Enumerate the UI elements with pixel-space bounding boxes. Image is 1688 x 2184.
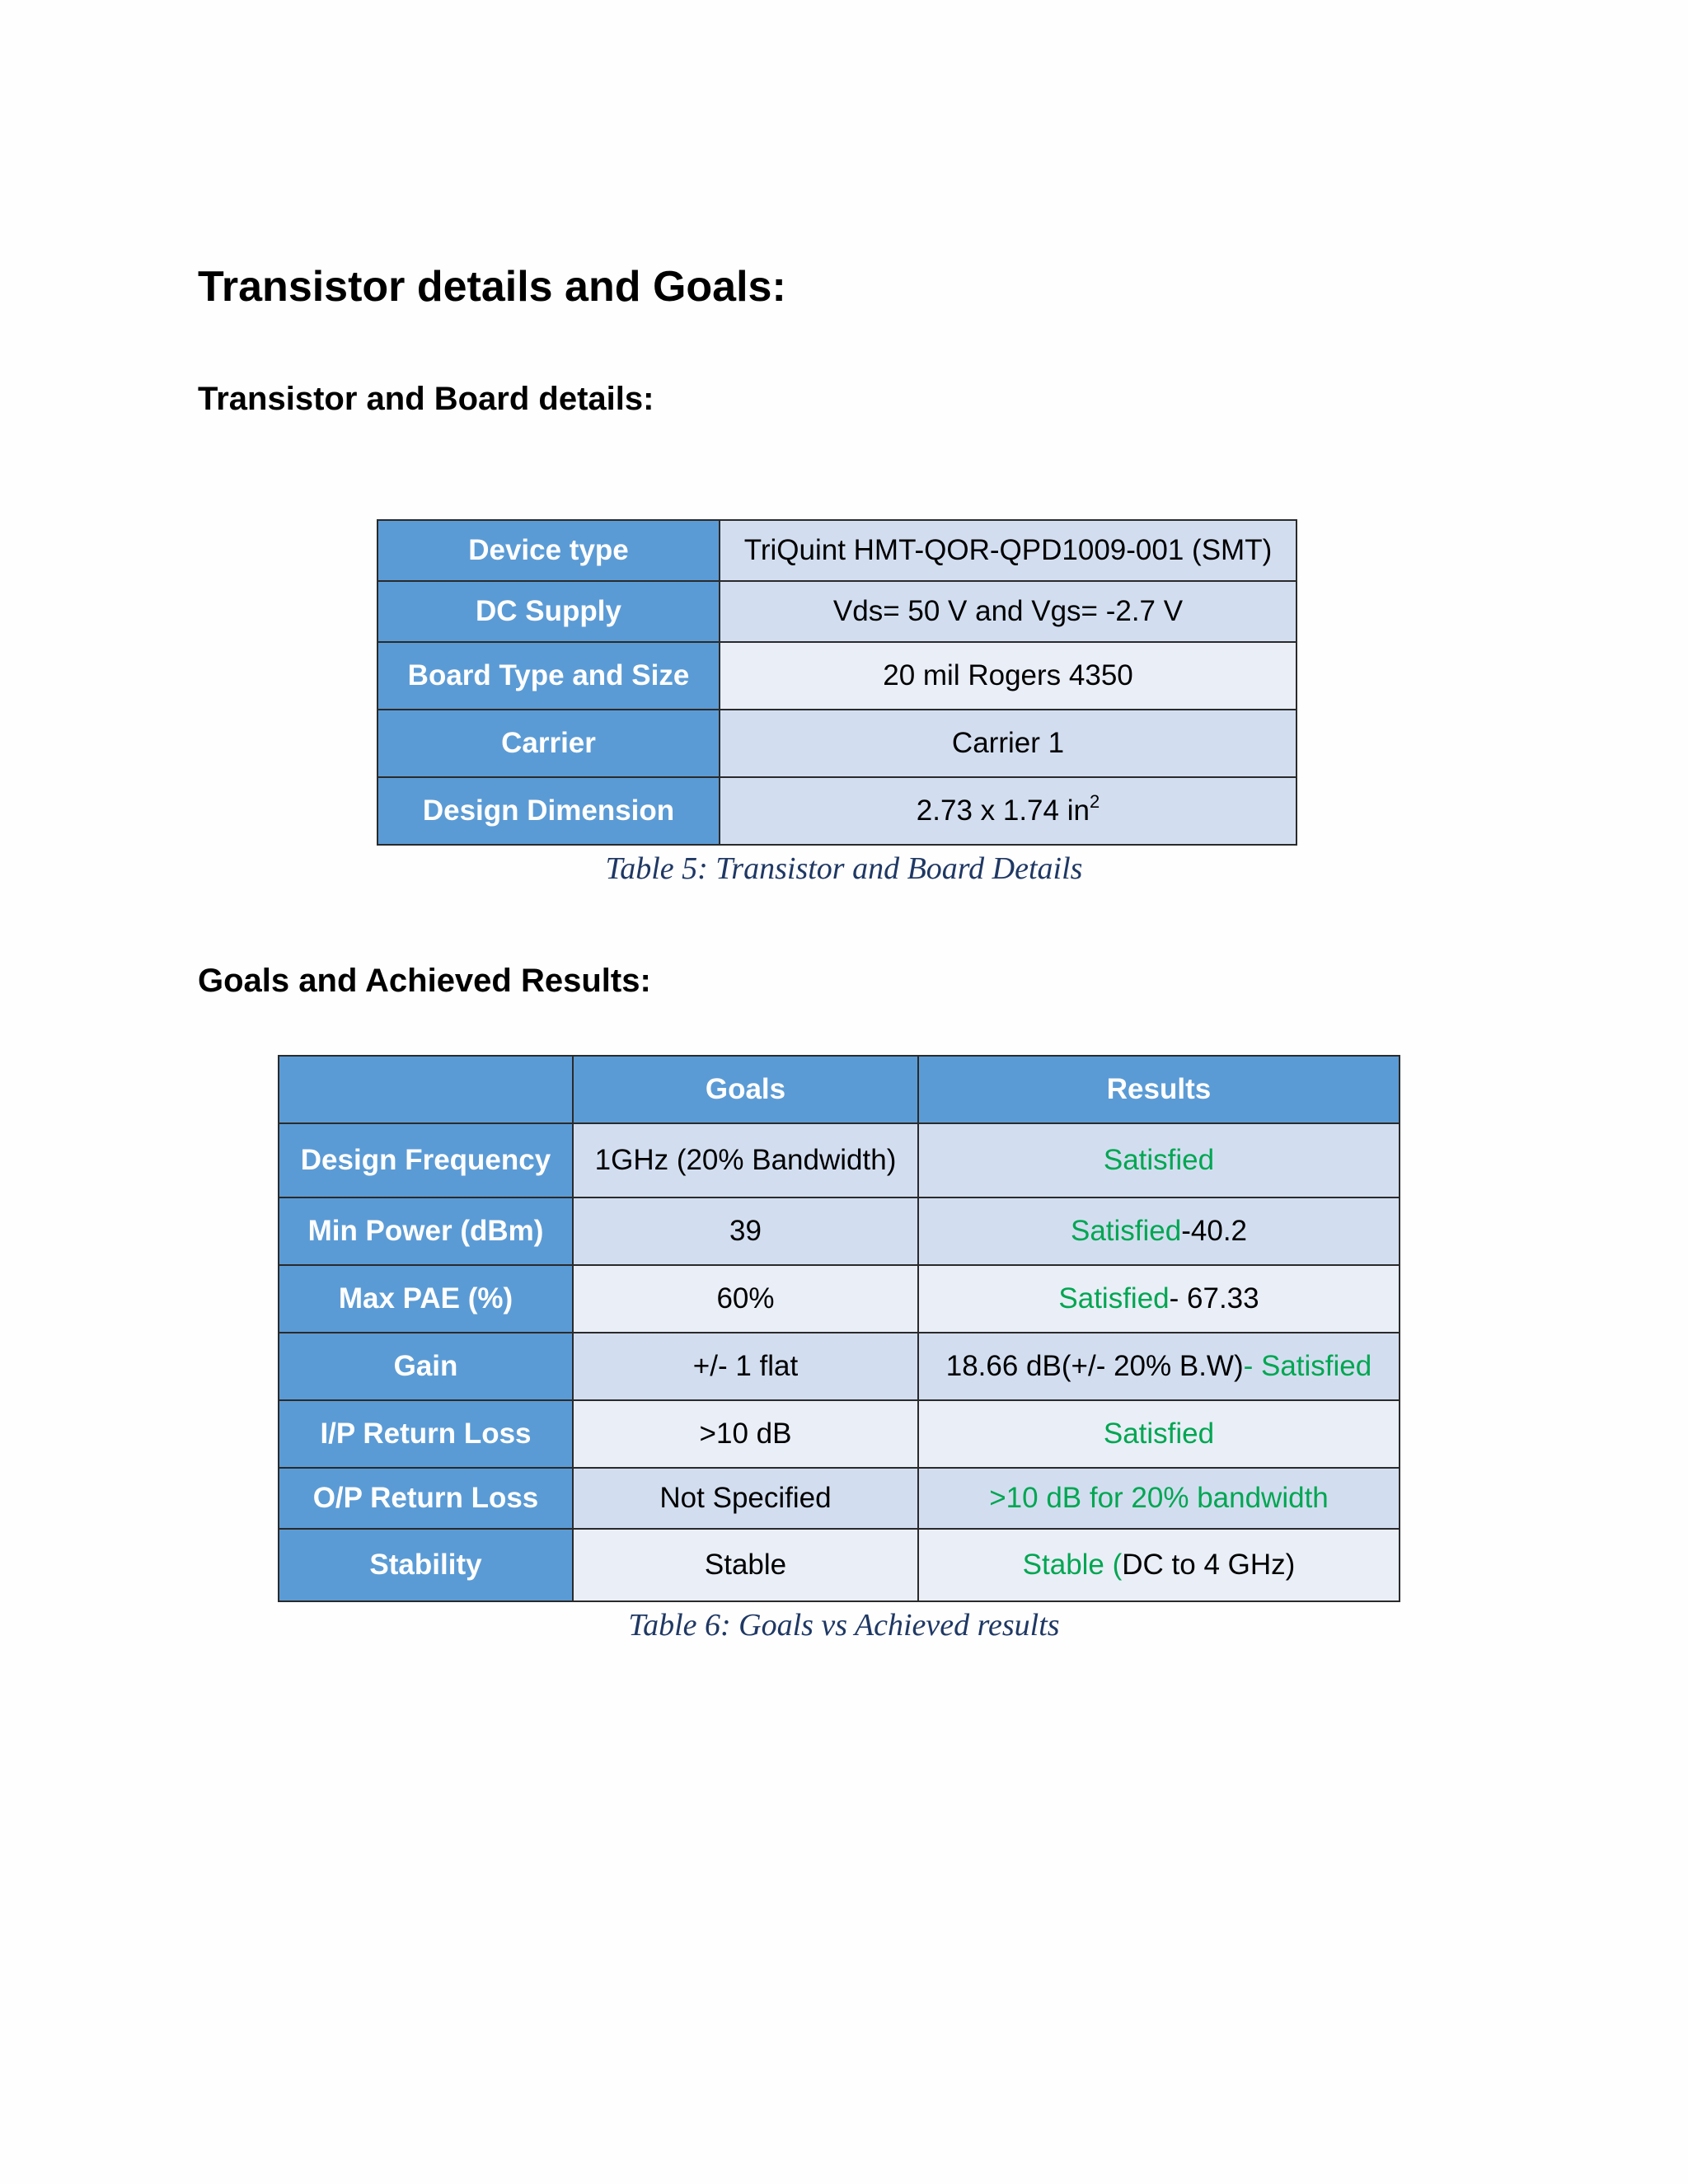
header-blank [279,1056,573,1123]
result-cell [918,1197,1400,1265]
row-value [720,777,1296,845]
row-label: Stability [279,1529,573,1601]
table-row [279,1265,1400,1333]
row-value: Carrier 1 [720,710,1296,777]
goal-cell: 60% [573,1265,918,1333]
table-row [377,520,1296,581]
result-status: Satisfied [1070,1215,1182,1247]
result-status: - Satisfied [1243,1350,1372,1382]
table-row [279,1123,1400,1197]
header-goals: Goals [573,1056,918,1123]
goal-cell: Not Specified [573,1468,918,1529]
row-value: Vds= 50 V and Vgs= -2.7 V [720,581,1296,642]
row-label: Design Frequency [279,1123,573,1197]
goal-cell: 39 [573,1197,918,1265]
goal-cell: 1GHz (20% Bandwidth) [573,1123,918,1197]
transistor-details-table [377,519,1297,846]
result-cell [918,1333,1400,1400]
table-row [377,642,1296,710]
goal-cell: Stable [573,1529,918,1601]
result-detail: -40.2 [1181,1215,1248,1247]
goal-cell: +/- 1 flat [573,1333,918,1400]
result-status: Satisfied [1103,1418,1215,1450]
row-label: Min Power (dBm) [279,1197,573,1265]
table-row [279,1197,1400,1265]
table-row [279,1529,1400,1601]
result-status: Satisfied [1103,1144,1215,1176]
goals-results-table [278,1055,1400,1602]
table-caption-5: Table 5: Transistor and Board Details [605,851,1083,886]
table-caption-6: Table 6: Goals vs Achieved results [628,1608,1060,1643]
result-detail: - 67.33 [1169,1282,1259,1315]
table-row [377,581,1296,642]
result-detail: DC to 4 GHz) [1122,1549,1296,1581]
result-cell [918,1123,1400,1197]
table-row [279,1333,1400,1400]
row-label: Board Type and Size [377,642,720,710]
row-label: Gain [279,1333,573,1400]
header-row [279,1056,1400,1123]
superscript: 2 [1089,791,1100,812]
section-heading-transistor: Transistor and Board details: [198,381,654,417]
goal-cell: >10 dB [573,1400,918,1468]
dimension-value: 2.73 x 1.74 in [916,794,1090,827]
page-title: Transistor details and Goals: [198,263,786,311]
table-row [279,1468,1400,1529]
section-heading-goals: Goals and Achieved Results: [198,963,651,999]
result-status: Satisfied [1058,1282,1170,1315]
table-row [279,1400,1400,1468]
result-cell [918,1400,1400,1468]
result-cell [918,1265,1400,1333]
row-label: Device type [377,520,720,581]
row-label: Max PAE (%) [279,1265,573,1333]
result-status: >10 dB for 20% bandwidth [989,1482,1329,1514]
result-detail: 18.66 dB(+/- 20% B.W) [945,1350,1244,1382]
row-label: Design Dimension [377,777,720,845]
table-row [377,710,1296,777]
table-row [377,777,1296,845]
row-value: 20 mil Rogers 4350 [720,642,1296,710]
result-cell [918,1468,1400,1529]
result-cell [918,1529,1400,1601]
row-value: TriQuint HMT-QOR-QPD1009-001 (SMT) [720,520,1296,581]
row-label: Carrier [377,710,720,777]
row-label: O/P Return Loss [279,1468,573,1529]
result-status: Stable ( [1022,1549,1123,1581]
header-results: Results [918,1056,1400,1123]
row-label: DC Supply [377,581,720,642]
row-label: I/P Return Loss [279,1400,573,1468]
